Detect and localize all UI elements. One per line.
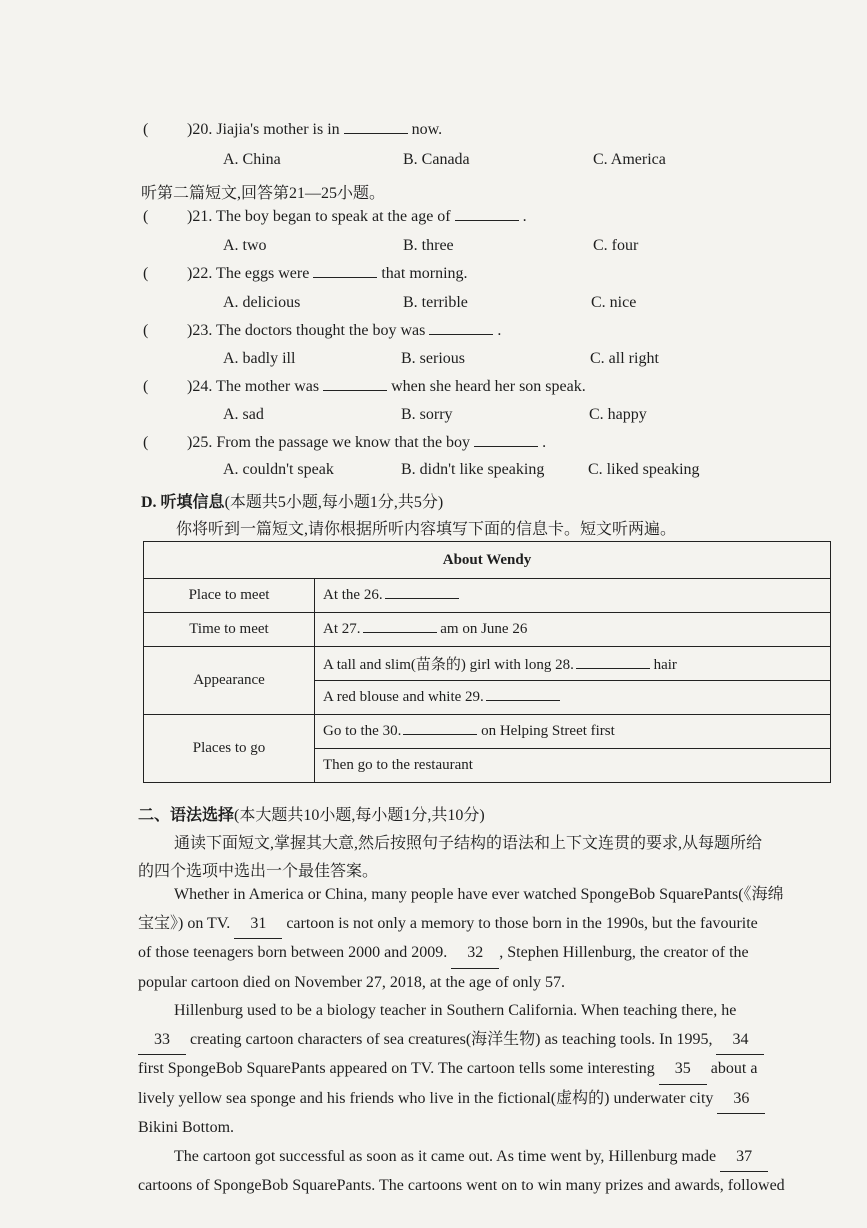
passage-text: creating cartoon characters of sea creatures(海洋生物) as teaching tools. In 1995,	[190, 1030, 713, 1048]
option-c: C. all right	[590, 350, 659, 367]
option-b: B. terrible	[403, 294, 468, 311]
question-stem-end: now.	[411, 121, 443, 138]
question-stem-end: when she heard her son speak.	[391, 378, 586, 395]
option-b: B. Canada	[403, 151, 470, 168]
option-b: B. serious	[401, 350, 465, 367]
question-22-options	[223, 294, 703, 314]
section-2-title: 二、语法选择	[138, 807, 235, 824]
blank-27[interactable]	[363, 632, 437, 633]
question-23-options	[223, 350, 703, 370]
answer-paren[interactable]: (	[143, 322, 149, 339]
option-a: A. sad	[223, 406, 264, 423]
appearance-cell-1	[315, 647, 831, 681]
table-row	[144, 613, 831, 647]
passage-text: of those teenagers born between 2000 and 2009.	[138, 944, 448, 961]
table-row	[144, 579, 831, 613]
question-stem-end: that morning.	[381, 265, 468, 282]
passage-text: 宝宝》) on TV.	[138, 914, 231, 932]
second-passage-note: 听第二篇短文,回答第21—25小题。	[141, 185, 386, 202]
blank-26[interactable]	[385, 598, 459, 599]
section-2-instruction-2: 的四个选项中选出一个最佳答案。	[138, 863, 379, 880]
blank-29[interactable]	[486, 700, 560, 701]
section-d-title-rest: (本题共5小题,每小题1分,共5分)	[224, 494, 444, 511]
option-a: A. China	[223, 151, 281, 168]
place-value: At the 26.	[323, 587, 383, 603]
places-label: Places to go	[144, 715, 315, 783]
question-stem-end: .	[497, 322, 502, 339]
option-b: B. three	[403, 237, 454, 254]
option-c: C. nice	[591, 294, 637, 311]
blank-37[interactable]: 37	[720, 1143, 768, 1173]
passage-line: cartoons of SpongeBob SquarePants. The cartoons went on to win many prizes and awards, followed	[138, 1177, 785, 1194]
question-25	[143, 434, 546, 452]
time-value-a: At 27.	[323, 621, 361, 637]
option-a: A. two	[223, 237, 267, 254]
question-stem: )20. Jiajia's mother is in	[187, 121, 340, 138]
blank-33[interactable]: 33	[138, 1026, 186, 1056]
places-cell-2: Then go to the restaurant	[315, 749, 831, 783]
passage-line: popular cartoon died on November 27, 2018, at the age of only 57.	[138, 973, 565, 991]
answer-paren[interactable]: (	[143, 434, 149, 451]
passage-line	[138, 910, 838, 940]
passage-text: , Stephen Hillenburg, the creator of the	[499, 944, 749, 961]
question-stem: )23. The doctors thought the boy was	[187, 322, 426, 339]
question-21-options	[223, 237, 703, 257]
answer-paren[interactable]: (	[143, 121, 149, 138]
blank-34[interactable]: 34	[716, 1026, 764, 1056]
passage-line: Hillenburg used to be a biology teacher in Southern California. When teaching there, he	[174, 1002, 737, 1019]
option-c: C. happy	[589, 406, 647, 423]
option-c: C. America	[593, 151, 666, 168]
question-stem: )22. The eggs were	[187, 265, 310, 282]
appearance-2: A red blouse and white 29.	[323, 689, 484, 705]
place-cell	[315, 579, 831, 613]
passage-line: Bikini Bottom.	[138, 1119, 235, 1136]
appearance-1b: hair	[653, 657, 677, 673]
blank-35[interactable]: 35	[659, 1055, 707, 1085]
grammar-passage	[138, 881, 838, 1201]
section-d-title: D. 听填信息	[141, 494, 225, 511]
places-1b: on Helping Street first	[481, 723, 615, 739]
question-stem-end: .	[522, 208, 527, 225]
passage-line	[138, 1026, 838, 1056]
blank-32[interactable]: 32	[451, 939, 499, 969]
question-stem-end: .	[542, 434, 547, 451]
section-2-instruction-1: 通读下面短文,掌握其大意,然后按照句子结构的语法和上下文连贯的要求,从每题所给	[174, 835, 763, 852]
question-stem: )24. The mother was	[187, 378, 320, 395]
question-stem: )21. The boy began to speak at the age of	[187, 208, 451, 225]
question-24-options	[223, 406, 703, 426]
section-2-title-rest: (本大题共10小题,每小题1分,共10分)	[234, 807, 485, 824]
appearance-cell-2	[315, 681, 831, 715]
time-value-b: am on June 26	[440, 621, 528, 637]
places-1a: Go to the 30.	[323, 723, 402, 739]
option-a: A. delicious	[223, 294, 301, 311]
question-stem: )25. From the passage we know that the boy	[187, 434, 471, 451]
section-d-heading	[141, 489, 443, 512]
table-row	[144, 715, 831, 749]
time-label: Time to meet	[144, 613, 315, 647]
blank-31[interactable]: 31	[234, 910, 282, 940]
option-a: A. couldn't speak	[223, 461, 334, 478]
passage-line	[138, 1143, 838, 1173]
blank-30[interactable]	[403, 734, 477, 735]
answer-paren[interactable]: (	[143, 378, 149, 395]
question-24	[143, 378, 586, 396]
passage-line: Whether in America or China, many people have ever watched SpongeBob SquarePants(《海绵	[174, 886, 784, 903]
question-22	[143, 265, 468, 283]
blank-36[interactable]: 36	[717, 1085, 765, 1115]
answer-blank	[313, 277, 377, 278]
passage-line	[138, 1055, 838, 1085]
question-21	[143, 208, 527, 226]
answer-blank	[429, 334, 493, 335]
answer-paren[interactable]: (	[143, 265, 149, 282]
option-a: A. badly ill	[223, 350, 296, 367]
answer-blank	[323, 390, 387, 391]
passage-line	[138, 939, 838, 969]
answer-blank	[344, 133, 408, 134]
answer-blank	[455, 220, 519, 221]
time-cell	[315, 613, 831, 647]
info-card-table	[143, 541, 831, 783]
places-cell-1	[315, 715, 831, 749]
question-25-options	[223, 461, 703, 481]
passage-line	[138, 1085, 838, 1115]
passage-text: about a	[710, 1060, 758, 1077]
option-b: B. didn't like speaking	[401, 461, 545, 478]
option-c: C. liked speaking	[588, 461, 700, 478]
passage-text: The cartoon got successful as soon as it came out. As time went by, Hillenburg made	[174, 1147, 717, 1165]
answer-blank	[474, 446, 538, 447]
place-label: Place to meet	[144, 579, 315, 613]
question-23	[143, 322, 501, 340]
table-row	[144, 647, 831, 681]
appearance-1a: A tall and slim(苗条的) girl with long 28.	[323, 657, 574, 673]
section-2-heading	[138, 802, 485, 825]
blank-28[interactable]	[576, 668, 650, 669]
answer-paren[interactable]: (	[143, 208, 149, 225]
passage-text: lively yellow sea sponge and his friends who live in the fictional(虚构的) underwater city	[138, 1089, 714, 1107]
info-card-header: About Wendy	[144, 542, 831, 579]
passage-text: cartoon is not only a memory to those born in the 1990s, but the favourite	[286, 914, 758, 932]
appearance-label: Appearance	[144, 647, 315, 715]
option-b: B. sorry	[401, 406, 453, 423]
passage-text: first SpongeBob SquarePants appeared on TV. The cartoon tells some interesting	[138, 1060, 655, 1077]
option-c: C. four	[593, 237, 639, 254]
question-20-options	[223, 151, 703, 171]
question-20	[143, 121, 442, 139]
section-d-intro: 你将听到一篇短文,请你根据所听内容填写下面的信息卡。短文听两遍。	[176, 521, 677, 538]
